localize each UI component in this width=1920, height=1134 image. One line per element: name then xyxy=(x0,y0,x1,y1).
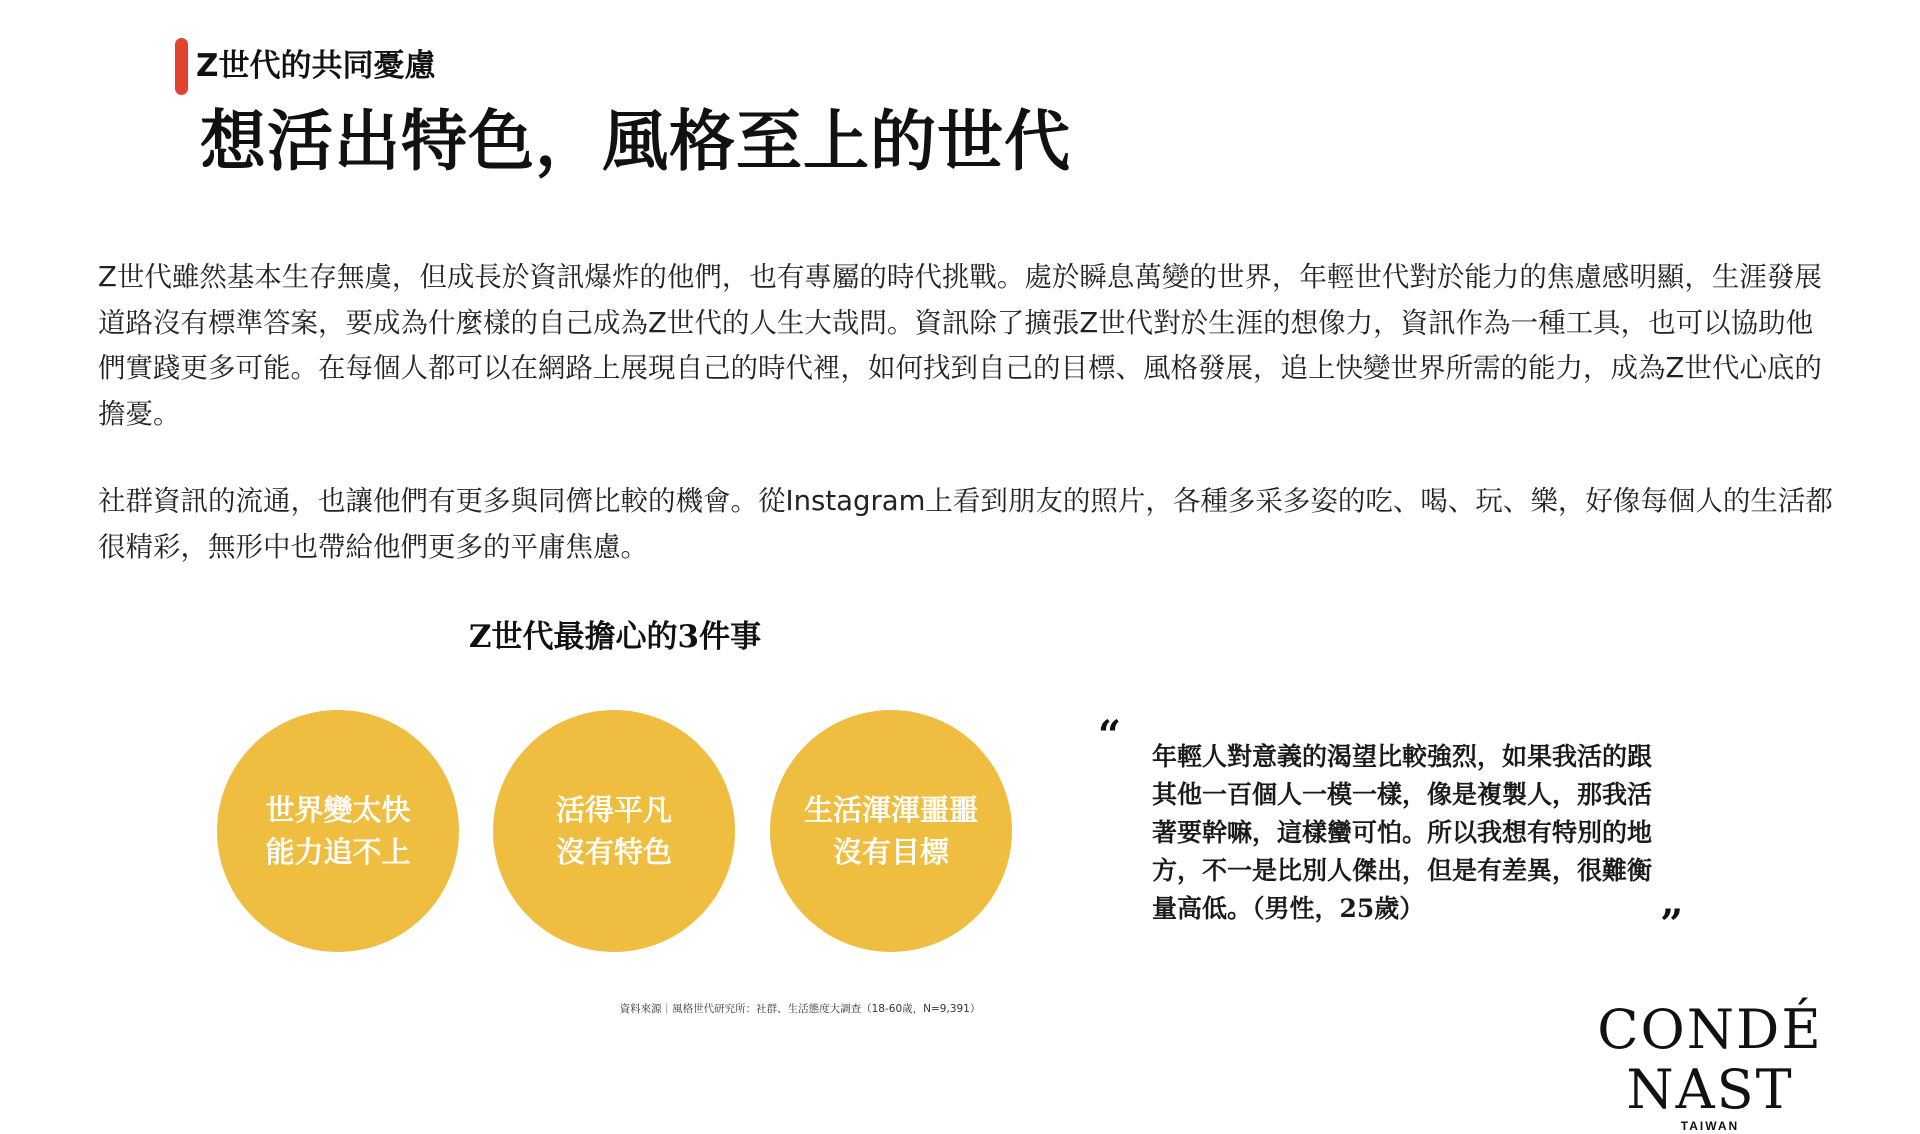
conde-nast-logo xyxy=(1510,1000,1910,1134)
page-title: 想活出特色，風格至上的世代 xyxy=(200,103,1071,180)
concern-2-line-2: 沒有特色 xyxy=(555,835,672,869)
concern-1-line-1: 世界變太快 xyxy=(265,793,411,827)
concern-3-line-2: 沒有目標 xyxy=(832,835,949,869)
concern-circle-3 xyxy=(770,710,1012,952)
concern-2-line-1: 活得平凡 xyxy=(555,793,672,827)
body-paragraph-1: Z世代雖然基本生存無虞，但成長於資訊爆炸的他們，也有專屬的時代挑戰。處於瞬息萬變的世界，年輕世代對於能力的焦慮感明顯，生涯發展道路沒有標準答案，要成為什麼樣的自己成為Z世代的人生大哉問。資訊除了擴張Z世代對於生涯的想像力，資訊作為一種工具，也可以協助他們實踐更多可能。在每個人都可以在網路上展現自己的時代裡，如何找到自己的目標、風格發展，追上快變世界所需的能力，成為Z世代心底的擔憂。 xyxy=(98,261,1822,430)
accent-bar xyxy=(175,38,188,95)
concern-circle-2 xyxy=(493,710,735,952)
logo-subtitle: TAIWAN xyxy=(1680,1119,1740,1133)
concern-3-line-1: 生活渾渾噩噩 xyxy=(803,793,978,827)
concern-circle-1 xyxy=(217,710,459,952)
interview-quote: 年輕人對意義的渴望比較強烈，如果我活的跟其他一百個人一模一樣，像是複製人，那我活著要幹嘛，這樣蠻可怕。所以我想有特別的地方，不一是比別人傑出，但是有差異，很難衡量高低。（男性，25歲） xyxy=(1152,742,1653,923)
open-quote-mark: “ xyxy=(1098,712,1122,759)
concern-1-line-2: 能力追不上 xyxy=(265,835,411,869)
concerns-heading: Z世代最擔心的3件事 xyxy=(468,619,762,655)
logo-wordmark: CONDÉ NAST xyxy=(1597,998,1823,1121)
source-note: 資料來源｜風格世代研究所：社群、生活態度大調查（18-60歲，N=9,391） xyxy=(619,1003,981,1015)
body-paragraph-2: 社群資訊的流通，也讓他們有更多與同儕比較的機會。從Instagram上看到朋友的照片，各種多采多姿的吃、喝、玩、樂，好像每個人的生活都很精彩，無形中也帶給他們更多的平庸焦慮。 xyxy=(98,485,1833,563)
close-quote-mark: ” xyxy=(1660,901,1684,948)
section-label: Z世代的共同憂慮 xyxy=(196,48,436,84)
